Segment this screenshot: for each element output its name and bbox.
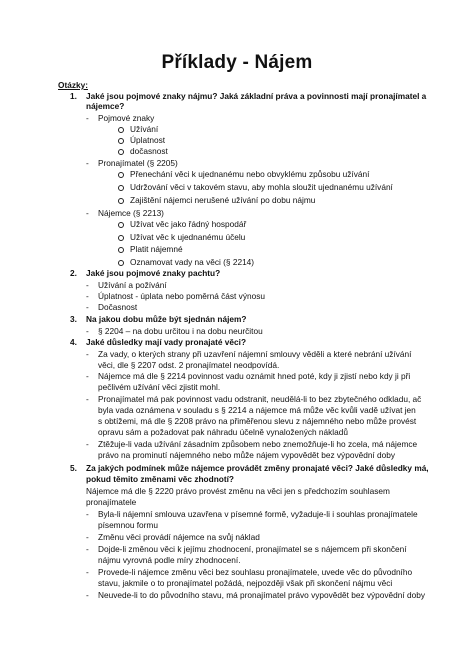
list-item: Nájemce (§ 2213) [98,208,164,218]
dash-marker: - [86,302,89,312]
list-item: Neuvede-li to do původního stavu, má pronajímatel právo vypovědět bez výpovědní doby [98,590,426,600]
question-number: 5. [70,463,77,473]
question-number: 2. [70,268,77,278]
list-item: opravu sám a požadovat pak náhradu účelně vynaložených nákladů [98,427,348,437]
question-number: 1. [70,91,77,101]
list-item: Pronajímatel (§ 2205) [98,158,178,168]
dash-marker: - [86,326,89,336]
list-item: s obtížemi, má dle § 2208 právo na přiměřenou slevu z nájemného nebo může provést [98,416,417,426]
circle-bullet-icon [118,138,124,144]
circle-bullet-icon [118,198,124,204]
dash-marker: - [86,158,89,168]
dash-marker: - [86,439,89,449]
list-item: Za vady, o kterých strany při uzavření nájemní smlouvy věděli a které nebrání užívání [98,349,412,359]
question-number: 4. [70,337,77,347]
paragraph: Nájemce má dle § 2220 právo provést změnu na věci jen s předchozím souhlasem [86,486,390,496]
dash-marker: - [86,544,89,554]
list-item: Udržování věci v takovém stavu, aby mohla sloužit ujednanému užívání [130,182,393,192]
list-item: Dojde-li změnou věci k jejímu zhodnocení, pronajímatel se s nájemcem při skončení [98,544,407,554]
question-text: Za jakých podmínek může nájemce provádět změny pronajaté věci? Jaké důsledky má, [86,463,429,473]
list-item: dočasnost [130,146,168,156]
list-item: Ztěžuje-li vada užívání zásadním způsobem nebo znemožňuje-li ho zcela, má nájemce [98,439,418,449]
circle-bullet-icon [118,149,124,155]
question-text: Jaké jsou pojmové znaky nájmu? Jaká základní práva a povinnosti mají pronajímatel a [86,91,427,101]
list-item: byla vada oznámena v souladu s § 2214 a nájemce má může věc kvůli vadě užívat jen [98,405,416,415]
dash-marker: - [86,532,89,542]
list-item: Platit nájemné [130,244,183,254]
circle-bullet-icon [118,235,124,241]
circle-bullet-icon [118,260,124,266]
dash-marker: - [86,349,89,359]
list-item: Přenechání věci k ujednanému nebo obvyklému způsobu užívání [130,169,370,179]
list-item: Dočasnost [98,302,138,312]
list-item: Pojmové znaky [98,113,155,123]
question-text: Na jakou dobu může být sjednán nájem? [86,314,247,324]
list-item: Užívat věc k ujednanému účelu [130,232,246,242]
question-text: nájemce? [86,101,125,111]
circle-bullet-icon [118,185,124,191]
dash-marker: - [86,509,89,519]
dash-marker: - [86,113,89,123]
list-item: nájmu vyrovná podle míry zhodnocení. [98,555,241,565]
question-text: Jaké důsledky mají vady pronajaté věci? [86,337,247,347]
list-item: stavu, jakmile o to pronajímatel požádá, nejpozději však při skončení nájmu věci [98,578,393,588]
list-item: Úplatnost [130,135,166,145]
question-text: pokud těmito změnami věc zhodnotí? [86,474,234,484]
list-item: Oznamovat vady na věci (§ 2214) [130,257,255,267]
list-item: Užívat věc jako řádný hospodář [130,219,247,229]
question-number: 3. [70,314,77,324]
list-item: věci, dle § 2207 odst. 2 pronajímatel neodpovídá. [98,360,280,370]
list-item: Změnu věci provádí nájemce na svůj náklad [98,532,260,542]
list-item: Nájemce má dle § 2214 povinnost vadu oznámit hned poté, kdy ji zjistí nebo kdy ji při [98,371,411,381]
circle-bullet-icon [118,127,124,133]
list-item: Pronajímatel má pak povinnost vadu odstranit, neudělá-li to bez zbytečného odkladu, ač [98,394,422,404]
circle-bullet-icon [118,222,124,228]
dash-marker: - [86,567,89,577]
paragraph: pronajímatele [86,497,137,507]
question-text: Jaké jsou pojmové znaky pachtu? [86,268,221,278]
list-item: pečlivém užívání věci zjistit mohl. [98,382,221,392]
dash-marker: - [86,590,89,600]
list-item: Užívání a požívání [98,280,167,290]
list-item: § 2204 – na dobu určitou i na dobu neurčitou [98,326,263,336]
dash-marker: - [86,394,89,404]
list-item: Zajištění nájemci nerušené užívání po dobu nájmu [130,195,316,205]
circle-bullet-icon [118,172,124,178]
list-item: Provede-li nájemce změnu věci bez souhlasu pronajímatele, uvede věc do původního [98,567,413,577]
list-item: právo na prominutí nájemného nebo může nájem vypovědět bez výpovědní doby [98,450,396,460]
list-item: písemnou formu [98,520,158,530]
dash-marker: - [86,280,89,290]
list-item: Byla-li nájemní smlouva uzavřena v písemné formě, vyžaduje-li i souhlas pronajímatele [98,509,418,519]
dash-marker: - [86,371,89,381]
dash-marker: - [86,208,89,218]
dash-marker: - [86,291,89,301]
section-label: Otázky: [58,80,88,90]
circle-bullet-icon [118,247,124,253]
list-item: Užívání [130,124,159,134]
page-title: Příklady - Nájem [161,52,313,73]
list-item: Úplatnost - úplata nebo poměrná část výnosu [98,291,265,301]
